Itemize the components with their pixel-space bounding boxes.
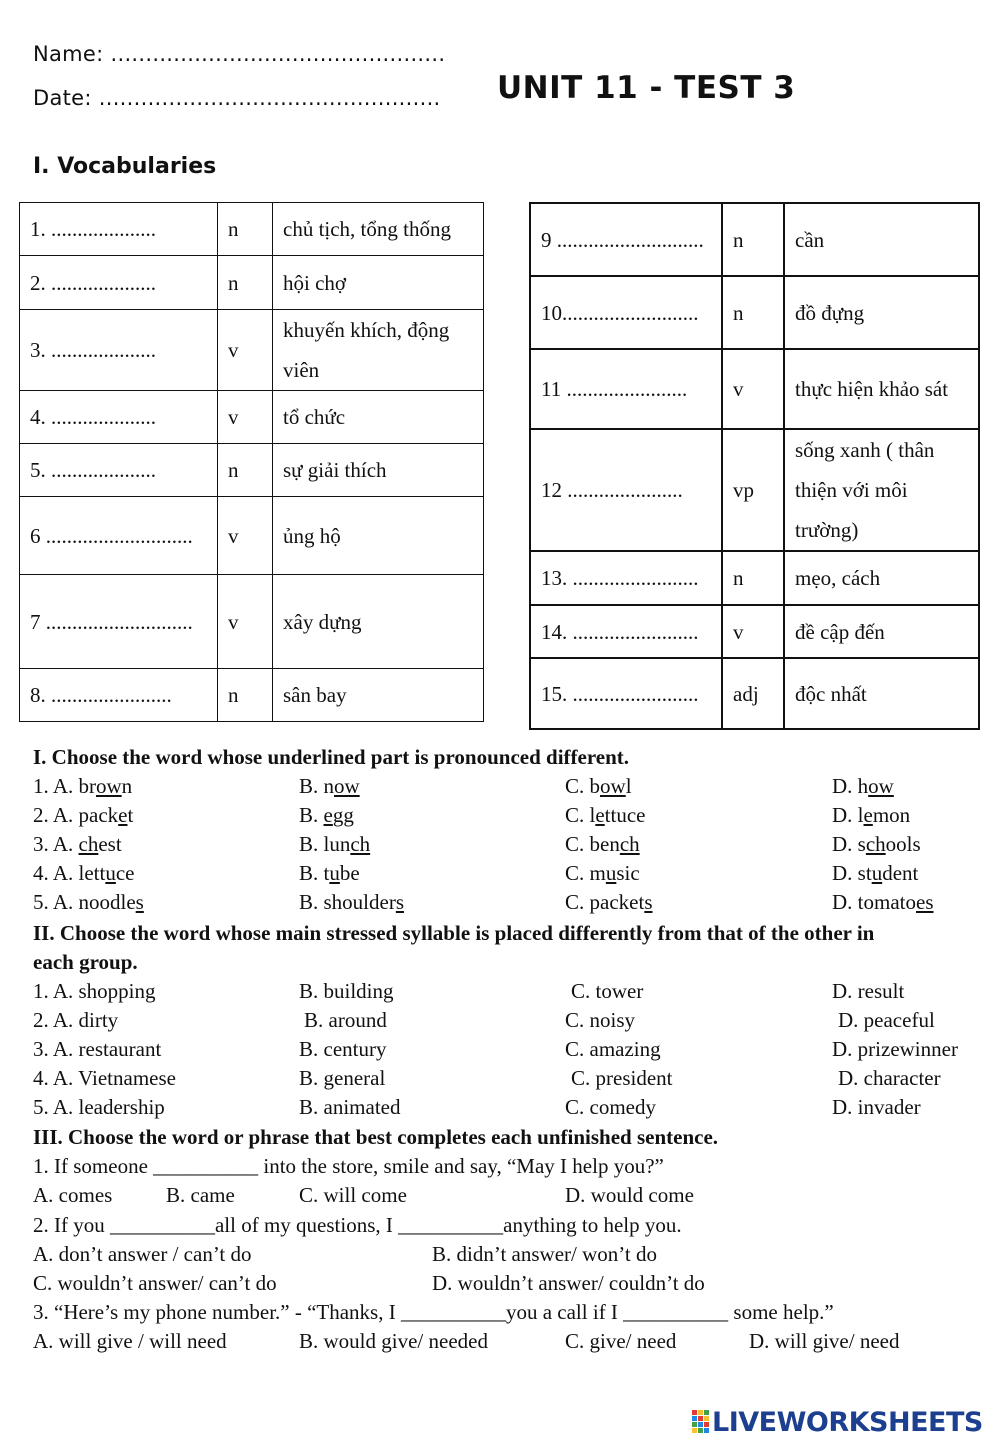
mcq-question-2: 2. If you __________all of my questions, I __________anything to help you. <box>33 1213 682 1237</box>
mcq-options-3 <box>0 1329 1000 1358</box>
option-a[interactable]: A. will give / will need <box>33 1329 227 1353</box>
stress-option[interactable]: B. general <box>299 1066 386 1090</box>
underlined-part: ow <box>868 774 894 798</box>
option-text: mon <box>872 803 911 827</box>
option-text: D. s <box>832 832 866 856</box>
vocab-meaning: chủ tịch, tổng thống <box>273 203 484 256</box>
vocab-pos: n <box>218 256 273 310</box>
vocab-blank[interactable]: 8. ....................... <box>20 669 218 722</box>
option-c[interactable]: C. give/ need <box>565 1329 677 1353</box>
mcq-section-title: III. Choose the word or phrase that best completes each unfinished sentence. <box>33 1125 719 1149</box>
option-text: B. lun <box>299 832 351 856</box>
table-row <box>20 256 484 310</box>
option-text: 5. A. noodle <box>33 890 136 914</box>
option-text: 4. A. lett <box>33 861 106 885</box>
vocab-blank[interactable]: 12 ...................... <box>530 429 722 551</box>
table-row <box>530 658 979 729</box>
pron-option[interactable] <box>33 832 122 857</box>
vocab-pos: v <box>722 349 784 429</box>
underlined-part: e <box>595 803 605 827</box>
stress-option[interactable]: 5. A. leadership <box>33 1095 165 1119</box>
option-c[interactable]: C. will come <box>299 1183 407 1207</box>
underlined-part: ow <box>334 774 360 798</box>
vocab-pos: v <box>218 497 273 575</box>
underlined-part: es <box>916 890 934 914</box>
stress-question-row <box>0 979 1000 1008</box>
vocab-blank[interactable]: 9 ............................ <box>530 203 722 276</box>
vocab-blank[interactable]: 11 ....................... <box>530 349 722 429</box>
option-text: 2. A. pack <box>33 803 119 827</box>
logo-block <box>704 1416 709 1421</box>
vocab-meaning: ủng hộ <box>273 497 484 575</box>
vocab-blank[interactable]: 3. .................... <box>20 310 218 391</box>
name-line[interactable]: Name: ................................................ <box>33 42 446 66</box>
table-row <box>20 497 484 575</box>
stress-option[interactable]: C. tower <box>571 979 644 1003</box>
vocab-pos: n <box>218 444 273 497</box>
underlined-part: e <box>118 803 128 827</box>
logo-block <box>698 1410 703 1415</box>
option-a[interactable]: A. comes <box>33 1183 113 1207</box>
pron-question-row <box>0 832 1000 861</box>
underlined-part: ch <box>619 832 640 856</box>
vocab-blank[interactable]: 13. ........................ <box>530 551 722 605</box>
option-text: t <box>127 803 134 827</box>
pron-option[interactable] <box>33 774 132 799</box>
stress-option[interactable]: B. building <box>299 979 394 1003</box>
table-row <box>530 551 979 605</box>
option-text: D. h <box>832 774 869 798</box>
pron-option[interactable] <box>832 832 921 857</box>
option-c[interactable]: C. wouldn’t answer/ can’t do <box>33 1271 277 1295</box>
vocab-blank[interactable]: 14. ........................ <box>530 605 722 658</box>
option-text: C. l <box>565 803 596 827</box>
option-text: sic <box>616 861 640 885</box>
vocab-blank[interactable]: 10.......................... <box>530 276 722 349</box>
vocab-pos: v <box>218 575 273 669</box>
pron-option[interactable] <box>565 774 632 799</box>
logo-block <box>704 1428 709 1433</box>
option-b[interactable]: B. came <box>166 1183 235 1207</box>
underlined-part: s <box>644 890 653 914</box>
table-row <box>530 276 979 349</box>
table-row <box>530 429 979 551</box>
option-text: B. n <box>299 774 335 798</box>
vocab-blank[interactable]: 6 ............................ <box>20 497 218 575</box>
liveworksheets-logo <box>692 1402 983 1442</box>
mcq-options-2a <box>0 1242 1000 1271</box>
pron-option[interactable] <box>299 774 360 799</box>
option-a[interactable]: A. don’t answer / can’t do <box>33 1242 252 1266</box>
underlined-part: ch <box>350 832 371 856</box>
vocab-meaning: đề cập đến <box>784 605 979 658</box>
table-row <box>20 669 484 722</box>
table-row <box>20 575 484 669</box>
vocab-pos: n <box>722 551 784 605</box>
table-row <box>20 203 484 256</box>
vocab-blank[interactable]: 5. .................... <box>20 444 218 497</box>
stress-question-row <box>0 1037 1000 1066</box>
option-text: ttuce <box>604 803 646 827</box>
underlined-part: ow <box>600 774 626 798</box>
vocab-pos: adj <box>722 658 784 729</box>
option-text: l <box>625 774 632 798</box>
table-row <box>530 349 979 429</box>
vocab-meaning: cần <box>784 203 979 276</box>
underlined-part: u <box>329 861 340 885</box>
vocab-blank[interactable]: 1. .................... <box>20 203 218 256</box>
vocab-pos: v <box>722 605 784 658</box>
option-d[interactable]: D. will give/ need <box>749 1329 900 1353</box>
pron-question-row <box>0 774 1000 803</box>
vocab-pos: v <box>218 391 273 444</box>
logo-block <box>698 1422 703 1427</box>
mcq-question-3: 3. “Here’s my phone number.” - “Thanks, I __________you a call if I __________ some help.” <box>33 1300 834 1324</box>
table-row <box>530 203 979 276</box>
logo-block <box>704 1410 709 1415</box>
pron-question-row <box>0 803 1000 832</box>
vocab-meaning: độc nhất <box>784 658 979 729</box>
pron-option[interactable] <box>832 861 918 886</box>
logo-block <box>692 1410 697 1415</box>
option-d[interactable]: D. wouldn’t answer/ couldn’t do <box>432 1271 705 1295</box>
pron-option[interactable] <box>565 832 640 857</box>
vocab-meaning: khuyến khích, động viên <box>273 310 484 391</box>
logo-block <box>698 1416 703 1421</box>
mcq-options-1 <box>0 1183 1000 1212</box>
date-line[interactable]: Date: ................................................. <box>33 86 441 110</box>
stress-option[interactable]: 1. A. shopping <box>33 979 156 1003</box>
stress-question-row <box>0 1008 1000 1037</box>
stress-option[interactable]: B. around <box>304 1008 387 1032</box>
stress-option[interactable]: C. comedy <box>565 1095 656 1119</box>
vocab-blank[interactable]: 2. .................... <box>20 256 218 310</box>
option-d[interactable]: D. would come <box>565 1183 694 1207</box>
option-text: D. l <box>832 803 864 827</box>
vocab-meaning: đồ đựng <box>784 276 979 349</box>
vocab-meaning: thực hiện khảo sát <box>784 349 979 429</box>
underlined-part: ow <box>96 774 122 798</box>
table-row <box>20 444 484 497</box>
underlined-part: u <box>871 861 883 885</box>
stress-option[interactable]: B. animated <box>299 1095 401 1119</box>
option-text: be <box>339 861 360 885</box>
pron-option[interactable] <box>299 832 370 857</box>
vocab-meaning: tổ chức <box>273 391 484 444</box>
underlined-part: e <box>323 803 333 827</box>
pron-section-title: I. Choose the word whose underlined part is pronounced different. <box>33 745 630 769</box>
stress-option[interactable]: B. century <box>299 1037 387 1061</box>
underlined-part: ch <box>865 832 886 856</box>
logo-blocks-icon <box>692 1410 710 1434</box>
stress-option[interactable]: D. invader <box>832 1095 921 1119</box>
logo-text: LIVEWORKSHEETS <box>712 1406 983 1438</box>
vocab-table-left <box>19 202 484 722</box>
pron-option[interactable] <box>299 890 404 915</box>
option-b[interactable]: B. didn’t answer/ won’t do <box>432 1242 657 1266</box>
pron-option[interactable] <box>565 803 645 828</box>
stress-option[interactable]: D. prizewinner <box>832 1037 958 1061</box>
underlined-part: s <box>135 890 144 914</box>
underlined-part: u <box>105 861 116 885</box>
vocab-pos: n <box>218 669 273 722</box>
mcq-question-1: 1. If someone __________ into the store, smile and say, “May I help you?” <box>33 1154 664 1178</box>
pron-option[interactable] <box>565 861 640 886</box>
logo-block <box>692 1428 697 1433</box>
pron-question-row <box>0 890 1000 919</box>
stress-option[interactable]: C. president <box>571 1066 673 1090</box>
stress-option[interactable]: D. peaceful <box>838 1008 935 1032</box>
pron-option[interactable] <box>33 890 144 915</box>
option-text: est <box>98 832 122 856</box>
pron-option[interactable] <box>299 803 354 828</box>
stress-section-title-cont: each group. <box>33 950 138 974</box>
vocab-blank[interactable]: 4. .................... <box>20 391 218 444</box>
vocab-table-right <box>529 202 980 730</box>
vocab-pos: n <box>722 203 784 276</box>
underlined-part: u <box>605 861 617 885</box>
option-text: B. shoulder <box>299 890 396 914</box>
pron-option[interactable] <box>832 890 934 915</box>
logo-block <box>692 1416 697 1421</box>
underlined-part: e <box>863 803 873 827</box>
option-text: D. tomato <box>832 890 916 914</box>
stress-option[interactable]: 3. A. restaurant <box>33 1037 162 1061</box>
stress-option[interactable]: 4. A. Vietnamese <box>33 1066 176 1090</box>
vocab-pos: n <box>218 203 273 256</box>
pron-question-row <box>0 861 1000 890</box>
option-text: B. t <box>299 861 330 885</box>
option-text: n <box>121 774 133 798</box>
stress-option[interactable]: D. character <box>838 1066 941 1090</box>
table-row <box>530 605 979 658</box>
pron-option[interactable] <box>565 890 653 915</box>
option-text: gg <box>332 803 354 827</box>
pron-option[interactable] <box>832 803 910 828</box>
vocab-pos: vp <box>722 429 784 551</box>
pron-option[interactable] <box>33 861 135 886</box>
vocab-section-title: I. Vocabularies <box>33 154 217 179</box>
vocab-meaning: mẹo, cách <box>784 551 979 605</box>
option-text: 3. A. <box>33 832 79 856</box>
option-text: C. b <box>565 774 601 798</box>
stress-question-row <box>0 1095 1000 1124</box>
page-title: UNIT 11 - TEST 3 <box>497 70 796 106</box>
option-text: ools <box>885 832 921 856</box>
underlined-part: ch <box>78 832 99 856</box>
stress-option[interactable]: C. noisy <box>565 1008 636 1032</box>
stress-question-row <box>0 1066 1000 1095</box>
table-row <box>20 391 484 444</box>
vocab-pos: n <box>722 276 784 349</box>
vocab-pos: v <box>218 310 273 391</box>
option-b[interactable]: B. would give/ needed <box>299 1329 488 1353</box>
option-text: C. m <box>565 861 606 885</box>
vocab-meaning: sự giải thích <box>273 444 484 497</box>
vocab-meaning: hội chợ <box>273 256 484 310</box>
logo-block <box>698 1428 703 1433</box>
option-text: ce <box>115 861 135 885</box>
vocab-meaning: sân bay <box>273 669 484 722</box>
vocab-blank[interactable]: 7 ............................ <box>20 575 218 669</box>
option-text: D. st <box>832 861 872 885</box>
underlined-part: s <box>395 890 405 914</box>
vocab-meaning: xây dựng <box>273 575 484 669</box>
mcq-options-2b <box>0 1271 1000 1300</box>
option-text: C. ben <box>565 832 620 856</box>
stress-option[interactable]: 2. A. dirty <box>33 1008 119 1032</box>
vocab-blank[interactable]: 15. ........................ <box>530 658 722 729</box>
logo-block <box>704 1422 709 1427</box>
table-row <box>20 310 484 391</box>
pron-option[interactable] <box>832 774 894 799</box>
option-text: C. packet <box>565 890 645 914</box>
option-text: dent <box>882 861 919 885</box>
pron-option[interactable] <box>299 861 360 886</box>
pron-option[interactable] <box>33 803 133 828</box>
logo-block <box>692 1422 697 1427</box>
stress-option[interactable]: D. result <box>832 979 905 1003</box>
option-text: 1. A. br <box>33 774 96 798</box>
stress-section-title: II. Choose the word whose main stressed syllable is placed differently from that of the other in <box>33 921 875 945</box>
option-text: B. <box>299 803 324 827</box>
stress-option[interactable]: C. amazing <box>565 1037 661 1061</box>
vocab-meaning: sống xanh ( thân thiện với môi trường) <box>784 429 979 551</box>
